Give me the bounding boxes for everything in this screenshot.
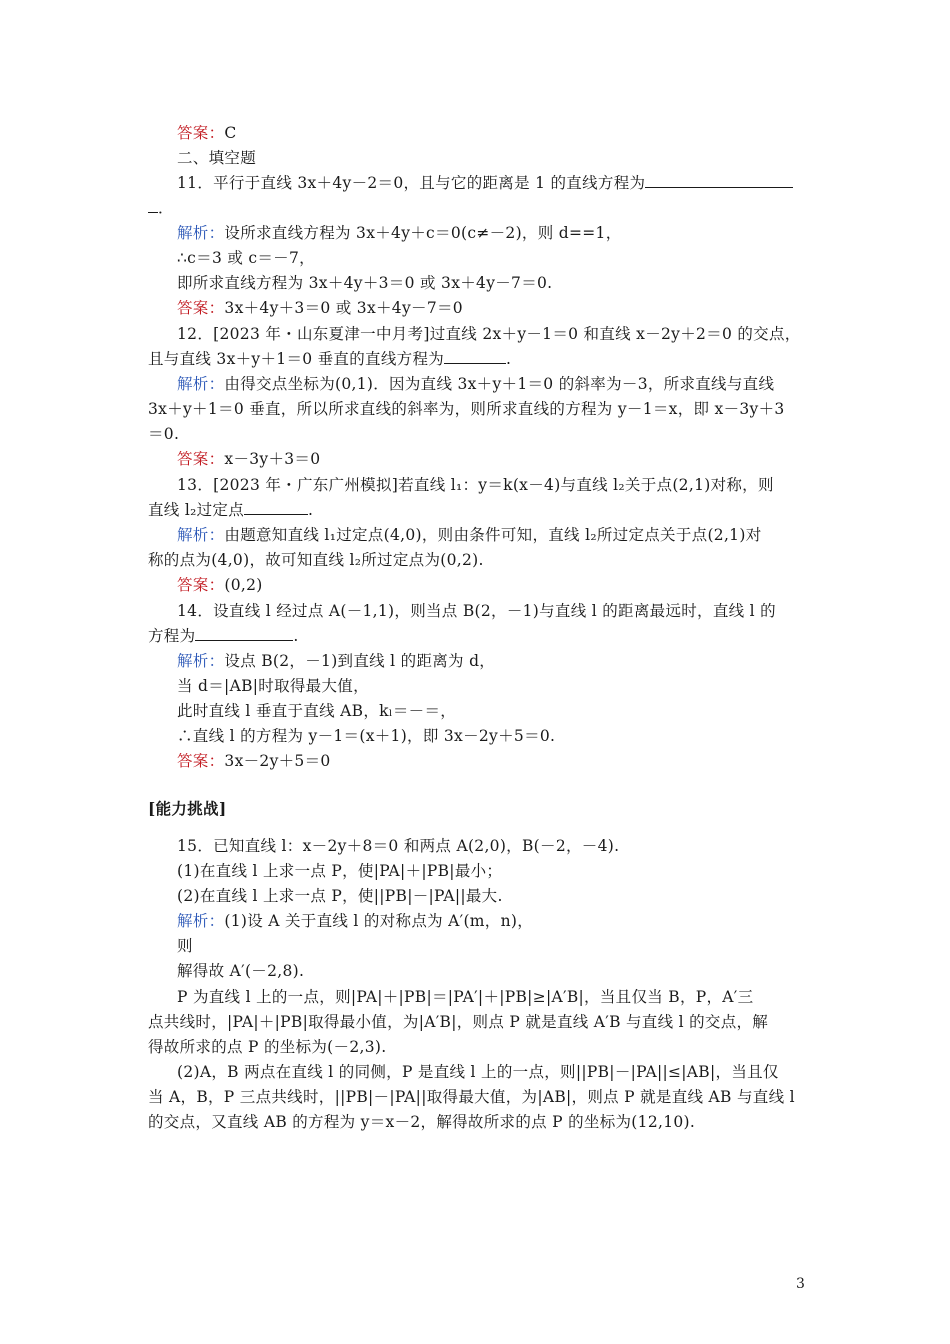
- solution-14-line2: 当 d＝|AB|时取得最大值，: [177, 677, 369, 695]
- solution-15-line4: P 为直线 l 上的一点，则|PA|＋|PB|＝|PA′|＋|PB|≥|A′B|，当且仅当 B，P，A′三: [177, 988, 754, 1006]
- question-11: 11．平行于直线 3x＋4y－2＝0，且与它的距离是 1 的直线方程为: [177, 171, 837, 196]
- solution-15-line7: (2)A，B 两点在直线 l 的同侧，P 是直线 l 上的一点，则||PB|－|PA||≤|AB|，当且仅: [177, 1063, 779, 1081]
- solution-14-line4: ∴直线 l 的方程为 y－1＝(x＋1)，即 3x－2y＋5＝0.: [177, 727, 556, 745]
- solution-12-line3: ＝0.: [148, 425, 180, 443]
- question-15-part2: (2)在直线 l 上求一点 P，使||PB|－|PA||最大.: [177, 887, 503, 905]
- solution-11: 解析：设所求直线方程为 3x＋4y＋c＝0(c≠－2)，则 d==1，: [177, 224, 622, 242]
- solution-13: 解析：由题意知直线 l₁过定点(4,0)，则由条件可知，直线 l₂所过定点关于点(2,1)对: [177, 526, 762, 544]
- solution-15-line8: 当 A，B，P 三点共线时，||PB|－|PA||取得最大值，为|AB|，则点 P 就是直线 AB 与直线 l: [148, 1088, 795, 1106]
- answer-14: 答案：3x－2y＋5＝0: [177, 752, 331, 770]
- question-11-cont: ．: [148, 196, 808, 221]
- solution-11-line3: 即所求直线方程为 3x＋4y＋3＝0 或 3x＋4y－7＝0.: [177, 274, 553, 292]
- solution-11-line2: ∴c＝3 或 c＝－7，: [177, 249, 315, 267]
- answer-13: 答案：(0,2): [177, 576, 263, 594]
- answer-12: 答案：x－3y＋3＝0: [177, 450, 321, 468]
- page-number: 3: [796, 1276, 805, 1292]
- solution-15-line5: 点共线时，|PA|＋|PB|取得最小值，为|A′B|，则点 P 就是直线 A′B 与直线 l 的交点，解: [148, 1013, 769, 1031]
- answer-11: 答案：3x＋4y＋3＝0 或 3x＋4y－7＝0: [177, 299, 463, 317]
- question-12-cont: 且与直线 3x＋y＋1＝0 垂直的直线方程为 .: [148, 347, 808, 372]
- section-heading-challenge: [能力挑战]: [148, 799, 227, 818]
- solution-15-line9: 的交点，又直线 AB 的方程为 y＝x－2，解得故所求的点 P 的坐标为(12,10).: [148, 1113, 696, 1131]
- solution-15-line2: 则: [177, 937, 193, 955]
- solution-15-line6: 得故所求的点 P 的坐标为(－2,3).: [148, 1038, 387, 1056]
- question-14: 14．设直线 l 经过点 A(－1,1)，则当点 B(2，－1)与直线 l 的距离最远时，直线 l 的: [177, 602, 776, 620]
- solution-12-line2: 3x＋y＋1＝0 垂直，所以所求直线的斜率为，则所求直线的方程为 y－1＝x，即 x－3y＋3: [148, 400, 785, 418]
- section-heading-fill-in: 二、填空题: [177, 149, 257, 167]
- solution-14-line3: 此时直线 l 垂直于直线 AB，kₗ＝－＝，: [177, 702, 457, 720]
- question-14-cont: 方程为 .: [148, 624, 808, 649]
- question-15-part1: (1)在直线 l 上求一点 P，使|PA|＋|PB|最小；: [177, 862, 503, 880]
- solution-13-line2: 称的点为(4,0)，故可知直线 l₂所过定点为(0,2).: [148, 551, 484, 569]
- solution-12: 解析：由得交点坐标为(0,1)．因为直线 3x＋y＋1＝0 的斜率为－3，所求直线与直线: [177, 375, 775, 393]
- question-12: 12．[2023 年・山东夏津一中月考]过直线 2x＋y－1＝0 和直线 x－2y＋2＝0 的交点，: [177, 325, 801, 343]
- answer-line-10: 答案：C: [177, 124, 237, 142]
- solution-14: 解析：设点 B(2，－1)到直线 l 的距离为 d，: [177, 652, 496, 670]
- solution-15-line3: 解得故 A′(－2,8).: [177, 962, 305, 980]
- question-13: 13．[2023 年・广东广州模拟]若直线 l₁：y＝k(x－4)与直线 l₂关于点(2,1)对称，则: [177, 476, 774, 494]
- question-13-cont: 直线 l₂过定点 .: [148, 498, 808, 523]
- solution-15: 解析：(1)设 A 关于直线 l 的对称点为 A′(m，n)，: [177, 912, 534, 930]
- question-15: 15．已知直线 l：x－2y＋8＝0 和两点 A(2,0)，B(－2，－4).: [177, 837, 620, 855]
